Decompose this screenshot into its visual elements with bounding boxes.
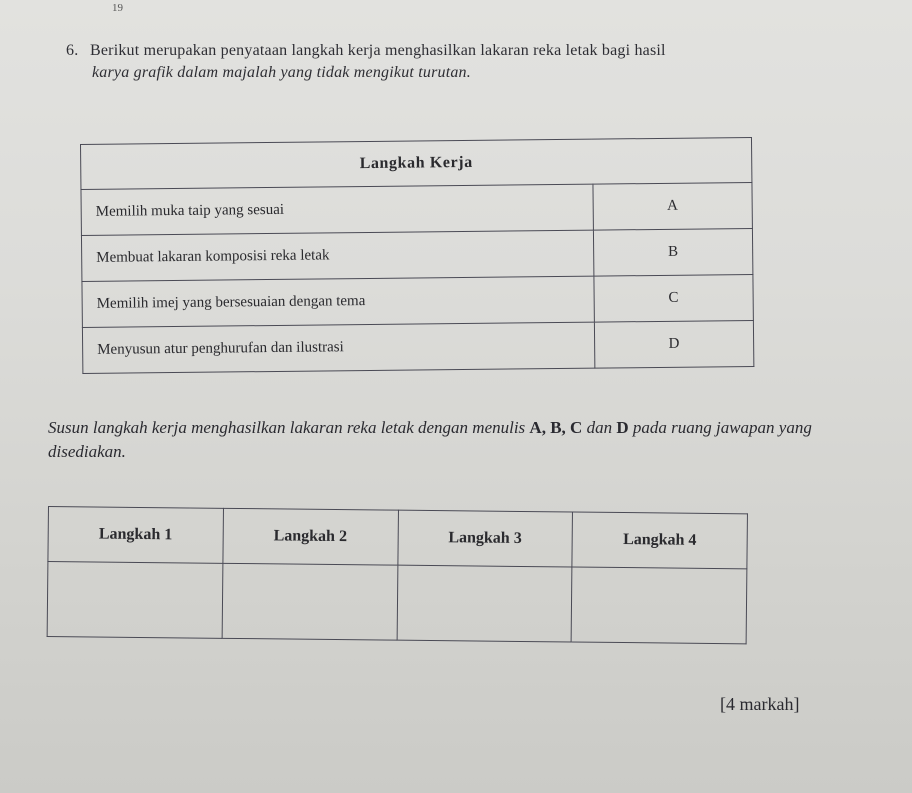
answer-cell-2[interactable] [222,563,398,640]
step-text: Membuat lakaran komposisi reka letak [81,230,593,281]
instruction-letter-d: D [616,418,629,437]
question-6 [66,40,866,84]
step-text: Menyusun atur penghurufan dan ilustrasi [82,322,594,373]
step-label: B [593,228,753,276]
question-text-line2: karya grafik dalam majalah yang tidak mengikut turutan. [92,64,471,81]
step-label: C [594,274,754,322]
table-row [81,182,752,235]
answer-cell-4[interactable] [571,567,747,644]
answer-table [47,506,748,644]
step-label: D [594,320,754,368]
step-text: Memilih muka taip yang sesuai [81,184,593,235]
steps-table [80,137,754,374]
instruction-letters: A, B, C [529,418,583,437]
instruction-part1: Susun langkah kerja menghasilkan lakaran reka letak dengan menulis [48,418,530,437]
table-row [81,228,752,281]
steps-table-header: Langkah Kerja [81,137,752,189]
step-text: Memilih imej yang bersesuaian dengan tema [82,276,594,327]
question-text-line1: Berikut merupakan penyataan langkah kerja menghasilkan lakaran reka letak bagi hasil [90,42,666,59]
answer-cell-3[interactable] [397,565,573,642]
page-number: 19 [112,2,123,14]
answer-header-3: Langkah 3 [397,510,572,567]
answer-row [47,562,747,644]
table-row [82,274,753,327]
answer-header-4: Langkah 4 [572,512,747,569]
answer-header-2: Langkah 2 [223,508,398,565]
instruction-part3: pada ruang jawapan yang disediakan. [48,418,812,461]
instruction-part2: dan [582,418,617,437]
marks-label: [4 markah] [720,694,800,714]
table-row [82,320,753,373]
question-number: 6. [66,42,79,59]
answer-cell-1[interactable] [47,562,223,639]
step-label: A [593,182,753,230]
instruction-text [48,416,868,464]
answer-header-1: Langkah 1 [48,507,223,564]
